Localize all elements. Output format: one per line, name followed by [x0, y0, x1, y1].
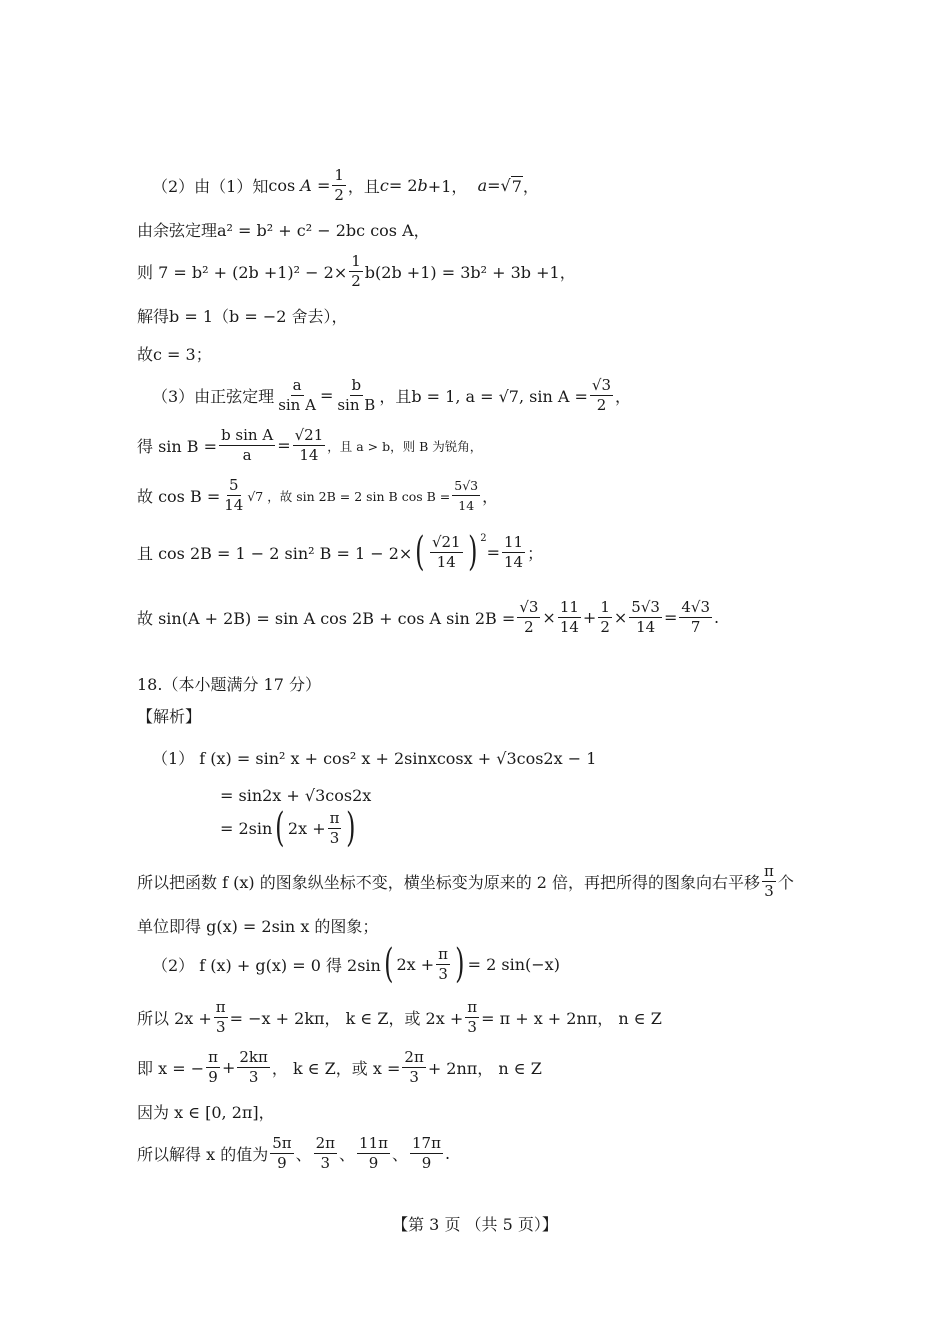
- text: （2） f (x) + g(x) = 0 得 2sin: [152, 955, 381, 975]
- numerator: 1: [334, 166, 344, 184]
- numerator: √3: [591, 376, 612, 394]
- text: 、: [339, 1145, 356, 1164]
- denominator: 3: [215, 1018, 226, 1036]
- numerator: √21: [294, 426, 324, 444]
- fraction: [430, 533, 463, 572]
- text: 故 sin(A + 2B) = sin A cos 2B + cos A sin 2B =: [137, 609, 516, 628]
- solution-line: [137, 252, 576, 291]
- text: √: [500, 176, 511, 195]
- denominator: 9: [208, 1068, 218, 1086]
- numerator: √21: [431, 532, 461, 551]
- numerator: 4√3: [681, 598, 710, 616]
- fraction: [452, 476, 480, 515]
- denominator: 2: [596, 396, 607, 414]
- numerator: 1: [600, 598, 610, 616]
- denominator: sin B: [337, 396, 376, 414]
- fraction: [402, 1048, 425, 1087]
- fraction: [237, 1048, 270, 1087]
- exponent: 2: [480, 532, 487, 544]
- numerator: 2π: [315, 1134, 336, 1152]
- numerator: b: [351, 376, 362, 394]
- numerator: π: [467, 998, 478, 1016]
- fraction: [219, 426, 275, 465]
- solution-line: [137, 598, 719, 637]
- solution-line: [152, 941, 560, 987]
- denominator: 14: [458, 498, 475, 513]
- numerator: 5: [229, 476, 239, 494]
- fraction: [436, 945, 450, 984]
- denominator: 14: [299, 446, 319, 464]
- fraction: [214, 998, 228, 1037]
- text: ×: [542, 608, 556, 627]
- denominator: 3: [329, 828, 340, 847]
- text: .: [714, 608, 720, 627]
- fraction: [332, 166, 346, 205]
- text: 且 cos 2B = 1 − 2 sin² B = 1 − 2×: [137, 543, 413, 563]
- fraction: [293, 426, 326, 465]
- denominator: 14: [559, 618, 579, 636]
- text: 2x +: [287, 818, 326, 838]
- solution-line: [137, 1048, 542, 1087]
- text: ×: [613, 608, 628, 627]
- fraction: [222, 476, 245, 515]
- text: 、: [392, 1145, 409, 1164]
- text: 7: [511, 176, 522, 196]
- text: = π + x + 2nπ， n ∈ Z: [481, 1009, 662, 1028]
- text: =: [277, 436, 291, 455]
- fraction: [314, 1134, 337, 1173]
- numerator: 17π: [412, 1134, 441, 1152]
- denominator: 14: [504, 552, 524, 571]
- text: ，且b = 1, a = √7, sin A =: [379, 387, 588, 406]
- denominator: 14: [224, 496, 244, 514]
- denominator: 9: [421, 1154, 432, 1172]
- text: c: [379, 176, 389, 195]
- fraction: [335, 376, 377, 415]
- solution-line: [152, 376, 631, 415]
- text: = −x + 2kπ， k ∈ Z，或 2x +: [229, 1009, 464, 1028]
- text: a: [477, 176, 488, 195]
- fraction: [629, 598, 662, 637]
- question-title: 18.（本小题满分 17 分）: [137, 675, 321, 694]
- denominator: 14: [436, 552, 456, 571]
- text: ，: [615, 387, 632, 406]
- fraction: [206, 1048, 220, 1087]
- text: 、: [295, 1145, 312, 1164]
- fraction: [517, 598, 540, 637]
- fraction: [410, 1134, 443, 1173]
- numerator: b sin A: [221, 426, 274, 444]
- denominator: 3: [764, 882, 774, 900]
- numerator: √3: [519, 598, 539, 616]
- fraction: [590, 376, 613, 415]
- fraction: [349, 252, 363, 291]
- solution-line: （1） f (x) = sin² x + cos² x + 2sinxcosx + √3cos2x − 1: [152, 749, 597, 768]
- text: +: [582, 608, 597, 627]
- solution-line: 因为 x ∈ [0, 2π]，: [137, 1103, 275, 1122]
- solution-line: [137, 1134, 450, 1173]
- numerator: π: [208, 1048, 218, 1066]
- solution-line: [220, 805, 359, 851]
- text: ；: [527, 543, 544, 563]
- text: （3）由正弦定理: [152, 387, 275, 406]
- fraction: [357, 1134, 390, 1173]
- fraction: [679, 598, 712, 637]
- denominator: 2: [334, 186, 344, 204]
- text: ，: [482, 487, 499, 506]
- fraction: [465, 998, 479, 1037]
- text: .: [444, 1144, 451, 1163]
- denominator: 3: [409, 1068, 419, 1086]
- numerator: π: [438, 944, 449, 963]
- analysis-label: 【解析】: [137, 707, 202, 726]
- denominator: 2: [524, 618, 534, 636]
- left-paren: (: [383, 941, 394, 987]
- text: =: [319, 386, 334, 405]
- denominator: 3: [320, 1154, 331, 1172]
- text: = 2 sin(−x): [467, 954, 560, 974]
- text: 所以解得 x 的值为: [137, 1145, 269, 1164]
- solution-line: [137, 998, 662, 1037]
- denominator: a: [242, 446, 252, 464]
- numerator: 5√3: [452, 476, 480, 496]
- denominator: 2: [351, 272, 361, 290]
- text: ，: [522, 177, 539, 196]
- solution-line: 解得b = 1（b = −2 舍去），: [137, 307, 348, 326]
- text: ，且 a > b，则 B 为锐角，: [327, 438, 483, 454]
- fraction: [558, 598, 581, 637]
- solution-line: [137, 529, 544, 575]
- numerator: 11: [559, 598, 579, 616]
- solution-line: [152, 166, 539, 205]
- left-paren: (: [415, 529, 425, 575]
- left-paren: (: [275, 805, 285, 851]
- numerator: π: [215, 998, 226, 1016]
- numerator: 11: [504, 532, 524, 551]
- solution-line: [137, 862, 794, 901]
- text: =: [663, 608, 678, 627]
- right-paren: ): [467, 529, 478, 575]
- fraction: [276, 376, 318, 415]
- solution-line: [137, 476, 498, 515]
- denominator: 3: [248, 1068, 259, 1086]
- solution-line: 由余弦定理a² = b² + c² − 2bc cos A，: [137, 221, 430, 240]
- denominator: 9: [368, 1154, 379, 1172]
- denominator: sin A: [278, 396, 316, 414]
- text: 2x +: [396, 954, 435, 974]
- text: =: [316, 176, 331, 195]
- denominator: 2: [600, 618, 610, 636]
- text: =: [487, 176, 501, 195]
- text: A: [300, 176, 312, 195]
- text: 个: [777, 873, 794, 892]
- text: 则 7 = b² + (2b +1)² − 2×: [137, 263, 348, 282]
- fraction: [598, 598, 612, 637]
- numerator: 11π: [359, 1134, 388, 1152]
- fraction: [502, 533, 525, 572]
- solution-line: 单位即得 g(x) = 2sin x 的图象；: [137, 917, 379, 936]
- text: + 2nπ， n ∈ Z: [427, 1059, 542, 1078]
- solution-line: 故c = 3；: [137, 345, 212, 364]
- numerator: π: [764, 862, 774, 880]
- text: b(2b +1) = 3b² + 3b +1，: [364, 263, 576, 282]
- numerator: π: [329, 808, 340, 827]
- numerator: 5√3: [631, 598, 660, 616]
- numerator: 2π: [404, 1048, 424, 1066]
- text: 得 sin B =: [137, 437, 218, 456]
- text: 即 x = −: [137, 1059, 205, 1078]
- numerator: a: [292, 376, 302, 394]
- solution-line: [137, 426, 482, 465]
- solution-line: = sin2x + √3cos2x: [220, 786, 372, 805]
- denominator: 14: [636, 618, 656, 636]
- numerator: 2kπ: [239, 1048, 268, 1066]
- text: = 2sin: [220, 818, 273, 838]
- text: +1，: [427, 177, 468, 196]
- text: （2）由（1）知: [152, 177, 269, 196]
- text: ， k ∈ Z，或 x =: [271, 1059, 401, 1078]
- text: = 2: [388, 176, 418, 195]
- denominator: 3: [467, 1018, 477, 1036]
- text: 所以把函数 f (x) 的图象纵坐标不变，横坐标变为原来的 2 倍，再把所得的图象向右平移: [137, 873, 761, 892]
- text: b: [417, 176, 428, 195]
- denominator: 9: [277, 1154, 287, 1172]
- text: +: [221, 1058, 236, 1077]
- fraction: [328, 809, 342, 848]
- fraction: [270, 1134, 293, 1173]
- text: 所以 2x +: [137, 1009, 212, 1028]
- text: cos: [268, 176, 296, 195]
- fraction: [762, 862, 776, 901]
- text: 故 cos B =: [137, 487, 221, 506]
- page-number-footer: 【第 3 页 （共 5 页）】: [392, 1215, 558, 1234]
- right-paren: ): [346, 805, 356, 851]
- text: √7 ，故 sin 2B = 2 sin B cos B =: [247, 488, 451, 504]
- right-paren: ): [455, 941, 465, 987]
- text: ，且: [347, 177, 380, 196]
- denominator: 7: [690, 618, 701, 636]
- text: =: [486, 542, 500, 562]
- denominator: 3: [438, 964, 448, 983]
- numerator: 1: [351, 252, 361, 270]
- numerator: 5π: [272, 1134, 292, 1152]
